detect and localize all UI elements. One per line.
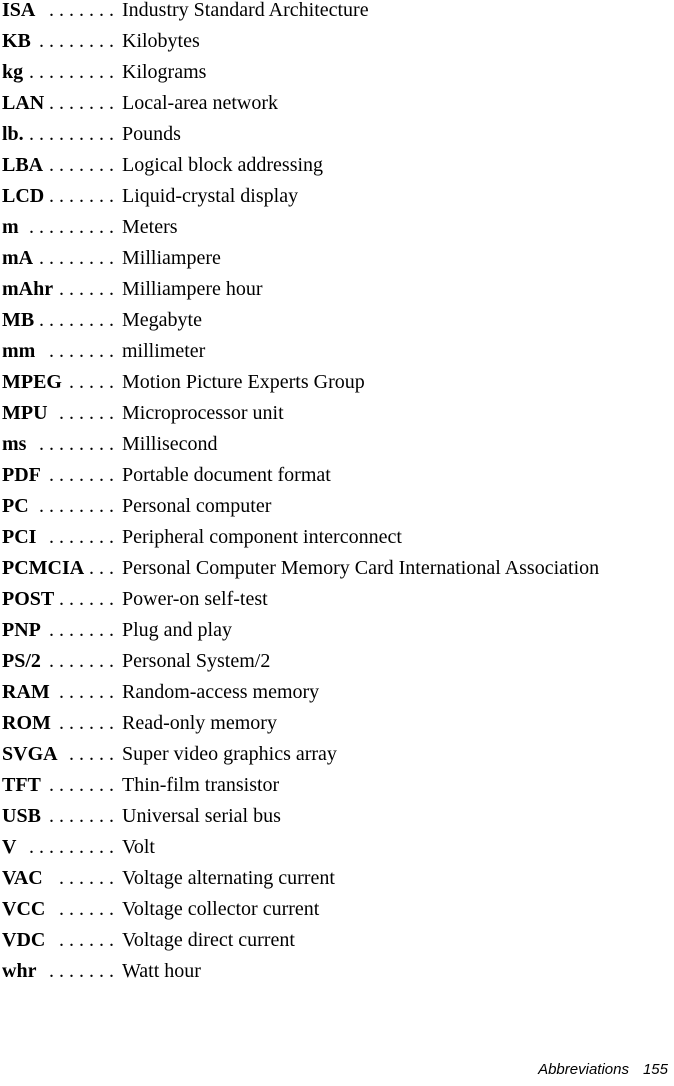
dot-leader: . . . . . . . .	[39, 247, 114, 269]
abbreviation-lead	[2, 367, 114, 398]
abbreviation-term: VCC	[2, 898, 46, 920]
abbreviation-lead	[2, 181, 114, 212]
abbreviation-row	[2, 739, 674, 770]
dot-leader: . . . . . .	[59, 898, 114, 920]
abbreviation-lead	[2, 522, 114, 553]
abbreviation-row	[2, 708, 674, 739]
abbreviation-lead	[2, 832, 114, 863]
abbreviation-row	[2, 956, 674, 987]
dot-leader: . . . . . . .	[49, 805, 114, 827]
abbreviation-term: ms	[2, 433, 27, 455]
abbreviation-term: V	[2, 836, 17, 858]
abbreviation-lead	[2, 0, 114, 26]
dot-leader: . . . . . .	[59, 278, 114, 300]
abbreviation-term: ISA	[2, 0, 36, 21]
abbreviation-definition: Volt	[122, 836, 155, 858]
abbreviation-term: m	[2, 216, 19, 238]
abbreviation-term: mA	[2, 247, 34, 269]
abbreviation-row	[2, 336, 674, 367]
abbreviation-definition: Voltage alternating current	[122, 867, 335, 889]
abbreviation-row	[2, 57, 674, 88]
abbreviation-row	[2, 460, 674, 491]
abbreviation-definition: Personal System/2	[122, 650, 271, 672]
footer-section-label: Abbreviations	[538, 1061, 629, 1078]
abbreviation-definition: Industry Standard Architecture	[122, 0, 369, 21]
abbreviation-definition: Voltage direct current	[122, 929, 295, 951]
abbreviation-lead	[2, 460, 114, 491]
dot-leader: . . . . . . . . .	[29, 836, 114, 858]
abbreviation-term: PC	[2, 495, 29, 517]
abbreviation-term: lb.	[2, 123, 24, 145]
abbreviation-lead	[2, 119, 114, 150]
abbreviation-lead	[2, 770, 114, 801]
abbreviation-row	[2, 305, 674, 336]
abbreviation-term: MPEG	[2, 371, 62, 393]
abbreviation-definition: Random-access memory	[122, 681, 320, 703]
abbreviation-definition: Universal serial bus	[122, 805, 281, 827]
abbreviation-lead	[2, 26, 114, 57]
abbreviation-definition: Local-area network	[122, 92, 279, 114]
dot-leader: . . . . . .	[59, 588, 114, 610]
abbreviation-lead	[2, 708, 114, 739]
abbreviation-row	[2, 367, 674, 398]
abbreviation-lead	[2, 615, 114, 646]
abbreviation-row	[2, 150, 674, 181]
abbreviation-row	[2, 677, 674, 708]
abbreviation-definition: Voltage collector current	[122, 898, 320, 920]
abbreviation-definition: Liquid-crystal display	[122, 185, 299, 207]
abbreviation-lead	[2, 925, 114, 956]
abbreviation-row	[2, 181, 674, 212]
dot-leader: . . . . . . . . .	[29, 123, 114, 145]
dot-leader: . . . . . . . .	[39, 495, 114, 517]
abbreviation-lead	[2, 150, 114, 181]
abbreviation-definition: Logical block addressing	[122, 154, 324, 176]
abbreviation-definition: Power-on self-test	[122, 588, 268, 610]
abbreviation-definition: Super video graphics array	[122, 743, 337, 765]
abbreviation-term: RAM	[2, 681, 50, 703]
abbreviation-term: LBA	[2, 154, 44, 176]
abbreviation-lead	[2, 336, 114, 367]
abbreviation-row	[2, 615, 674, 646]
abbreviation-term: mAhr	[2, 278, 54, 300]
dot-leader: . . . . . . . .	[39, 30, 114, 52]
abbreviation-definition: Microprocessor unit	[122, 402, 284, 424]
dot-leader: . . . . . . . . .	[29, 61, 114, 83]
dot-leader: . . . . . .	[59, 929, 114, 951]
dot-leader: . . . . .	[69, 371, 114, 393]
abbreviation-term: VDC	[2, 929, 46, 951]
abbreviation-term: PS/2	[2, 650, 41, 672]
abbreviation-term: KB	[2, 30, 31, 52]
abbreviation-lead	[2, 212, 114, 243]
dot-leader: . . . . . . .	[49, 619, 114, 641]
dot-leader: . . . . . . . . .	[29, 216, 114, 238]
dot-leader: . . .	[89, 557, 114, 579]
abbreviation-lead	[2, 398, 114, 429]
dot-leader: . . . . .	[69, 743, 114, 765]
dot-leader: . . . . . . . .	[39, 433, 114, 455]
abbreviation-definition: Millisecond	[122, 433, 218, 455]
abbreviation-row	[2, 770, 674, 801]
abbreviation-term: PCI	[2, 526, 37, 548]
abbreviation-lead	[2, 956, 114, 987]
abbreviation-term: MB	[2, 309, 35, 331]
abbreviation-definition: Watt hour	[122, 960, 201, 982]
abbreviation-definition: Personal Computer Memory Card International Association	[122, 557, 600, 579]
abbreviation-lead	[2, 894, 114, 925]
dot-leader: . . . . . .	[59, 681, 114, 703]
abbreviation-definition: Peripheral component interconnect	[122, 526, 402, 548]
abbreviation-term: POST	[2, 588, 55, 610]
abbreviation-definition: Kilograms	[122, 61, 207, 83]
abbreviation-definition: Portable document format	[122, 464, 331, 486]
dot-leader: . . . . . . .	[49, 526, 114, 548]
dot-leader: . . . . . . .	[49, 340, 114, 362]
abbreviation-definition: Read-only memory	[122, 712, 277, 734]
abbreviation-row	[2, 832, 674, 863]
dot-leader: . . . . . .	[59, 402, 114, 424]
dot-leader: . . . . . . .	[49, 185, 114, 207]
abbreviation-term: MPU	[2, 402, 48, 424]
abbreviation-lead	[2, 274, 114, 305]
abbreviation-row	[2, 522, 674, 553]
abbreviation-term: mm	[2, 340, 36, 362]
abbreviation-row	[2, 398, 674, 429]
abbreviation-row	[2, 863, 674, 894]
abbreviation-definition: Thin-film transistor	[122, 774, 280, 796]
dot-leader: . . . . . . .	[49, 92, 114, 114]
footer-page-number: 155	[642, 1061, 668, 1078]
abbreviation-row	[2, 212, 674, 243]
abbreviation-term: PCMCIA	[2, 557, 85, 579]
abbreviation-term: PDF	[2, 464, 41, 486]
dot-leader: . . . . . . .	[49, 464, 114, 486]
abbreviation-definition: millimeter	[122, 340, 206, 362]
abbreviation-row	[2, 243, 674, 274]
dot-leader: . . . . . . .	[49, 960, 114, 982]
abbreviation-term: TFT	[2, 774, 41, 796]
abbreviation-definition: Kilobytes	[122, 30, 200, 52]
abbreviation-lead	[2, 863, 114, 894]
abbreviation-definition: Motion Picture Experts Group	[122, 371, 365, 393]
dot-leader: . . . . . . .	[49, 774, 114, 796]
abbreviation-term: PNP	[2, 619, 41, 641]
abbreviation-lead	[2, 57, 114, 88]
abbreviation-lead	[2, 801, 114, 832]
abbreviation-term: SVGA	[2, 743, 58, 765]
abbreviation-definition: Personal computer	[122, 495, 272, 517]
abbreviation-term: USB	[2, 805, 41, 827]
dot-leader: . . . . . .	[59, 712, 114, 734]
dot-leader: . . . . . . . .	[39, 309, 114, 331]
dot-leader: . . . . . . .	[49, 0, 114, 21]
abbreviation-definition: Pounds	[122, 123, 181, 145]
abbreviation-definition: Milliampere	[122, 247, 221, 269]
abbreviation-lead	[2, 429, 114, 460]
abbreviation-term: whr	[2, 960, 37, 982]
abbreviation-term: VAC	[2, 867, 43, 889]
abbreviation-row	[2, 894, 674, 925]
abbreviation-lead	[2, 305, 114, 336]
abbreviation-term: LAN	[2, 92, 45, 114]
abbreviation-row	[2, 119, 674, 150]
abbreviation-definition: Megabyte	[122, 309, 202, 331]
abbreviation-row	[2, 429, 674, 460]
abbreviation-lead	[2, 243, 114, 274]
abbreviation-term: ROM	[2, 712, 51, 734]
abbreviation-lead	[2, 553, 114, 584]
page-footer	[538, 1061, 668, 1078]
abbreviation-row	[2, 274, 674, 305]
abbreviation-lead	[2, 584, 114, 615]
abbreviation-row	[2, 646, 674, 677]
dot-leader: . . . . . . .	[49, 154, 114, 176]
abbreviation-definition: Plug and play	[122, 619, 232, 641]
abbreviation-row	[2, 553, 674, 584]
abbreviation-term: kg	[2, 61, 24, 83]
abbreviation-lead	[2, 646, 114, 677]
abbreviation-row	[2, 26, 674, 57]
abbreviation-definition: Milliampere hour	[122, 278, 263, 300]
abbreviation-term: LCD	[2, 185, 45, 207]
abbreviation-lead	[2, 739, 114, 770]
dot-leader: . . . . . . .	[49, 650, 114, 672]
abbreviation-row	[2, 801, 674, 832]
abbreviation-row	[2, 491, 674, 522]
abbreviation-lead	[2, 491, 114, 522]
abbreviation-row	[2, 925, 674, 956]
abbreviation-row	[2, 88, 674, 119]
abbreviation-lead	[2, 88, 114, 119]
abbreviation-definition: Meters	[122, 216, 178, 238]
abbreviation-row	[2, 584, 674, 615]
abbreviation-lead	[2, 677, 114, 708]
abbreviation-row	[2, 0, 674, 26]
dot-leader: . . . . . .	[59, 867, 114, 889]
